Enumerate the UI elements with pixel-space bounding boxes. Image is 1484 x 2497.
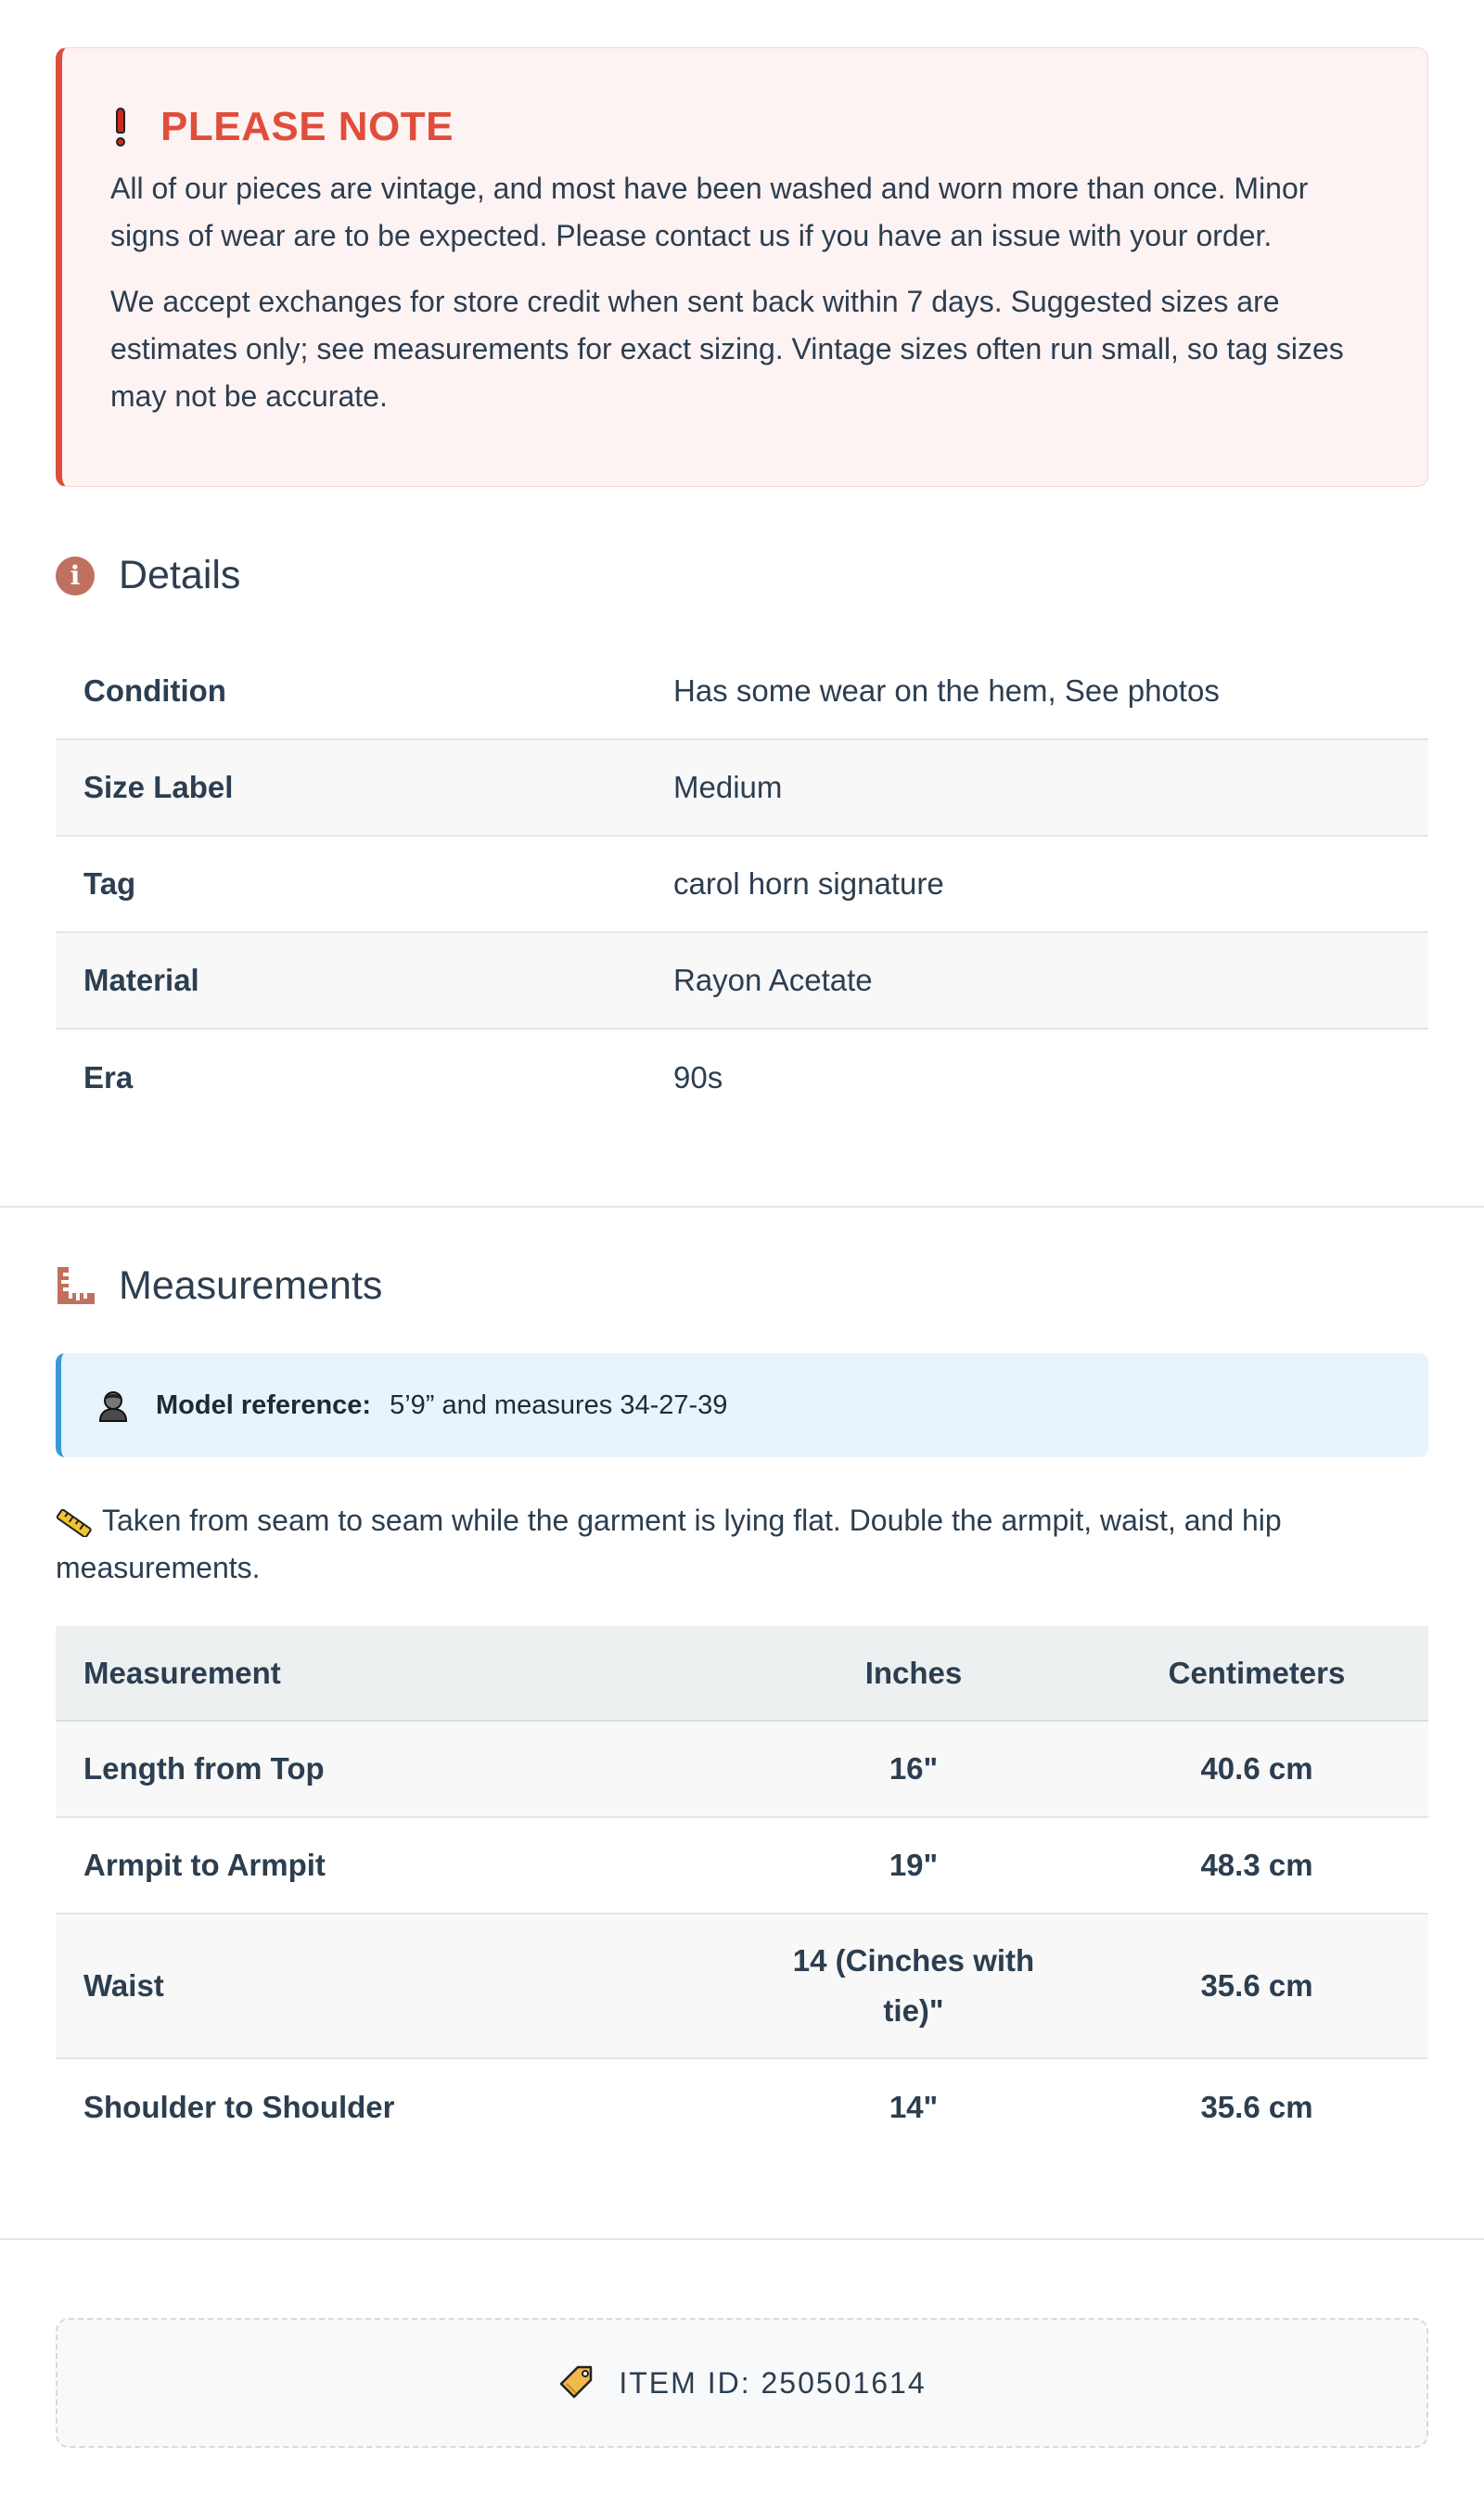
person-icon	[96, 1389, 130, 1422]
column-header-inches: Inches	[864, 1655, 963, 1690]
measurement-inches: 16"	[889, 1751, 939, 1786]
model-reference-value: 5’9” and measures 34-27-39	[390, 1389, 728, 1420]
notice-paragraph-exchanges: We accept exchanges for store credit when sent back within 7 days. Suggested sizes are estimates only; see measurements for exact sizing. Vintage sizes often run small, so tag sizes may not be accurate.	[110, 285, 1344, 413]
measurement-row	[56, 1914, 1428, 2059]
notice-paragraph-wear: All of our pieces are vintage, and most have been washed and worn more than once. Minor signs of wear are to be expected. Please contact us if you have an issue with your order.	[110, 172, 1309, 252]
section-divider	[0, 1206, 1484, 1208]
details-value: Has some wear on the hem, See photos	[673, 673, 1220, 708]
details-row	[56, 644, 1428, 740]
measurement-instructions	[56, 1497, 1428, 1592]
measurements-table	[56, 1626, 1428, 2156]
measurements-section-header	[56, 1263, 382, 1309]
details-value: carol horn signature	[673, 866, 944, 901]
column-header-centimeters: Centimeters	[1168, 1655, 1346, 1690]
item-id-box	[56, 2318, 1428, 2448]
details-heading: Details	[119, 553, 241, 597]
ruler-combined-icon	[56, 1267, 95, 1306]
measurement-cm: 48.3 cm	[1200, 1848, 1313, 1882]
model-reference-box	[56, 1353, 1428, 1457]
item-id-text: ITEM ID: 250501614	[619, 2365, 927, 2400]
details-label: Tag	[83, 866, 136, 901]
measurements-heading: Measurements	[119, 1263, 383, 1308]
ruler-icon	[56, 1509, 93, 1537]
model-reference-label: Model reference:	[156, 1389, 372, 1420]
measurement-name: Shoulder to Shoulder	[83, 2090, 395, 2124]
measurement-row	[56, 1722, 1428, 1818]
measurement-row	[56, 1818, 1428, 1914]
details-section-header	[56, 553, 240, 598]
notice-header	[110, 104, 1379, 150]
details-row	[56, 933, 1428, 1030]
details-label: Condition	[83, 673, 226, 708]
details-label: Size Label	[83, 770, 234, 804]
details-label: Era	[83, 1060, 134, 1095]
measurement-row	[56, 2059, 1428, 2156]
measurement-name: Armpit to Armpit	[83, 1848, 326, 1882]
details-row	[56, 1030, 1428, 1126]
details-value: Rayon Acetate	[673, 963, 873, 997]
details-value: 90s	[673, 1060, 723, 1095]
measurement-inches: 14 (Cinches with tie)"	[792, 1943, 1035, 2028]
measurement-name: Waist	[83, 1968, 164, 2003]
details-label: Material	[83, 963, 199, 997]
instructions-text: Taken from seam to seam while the garment is lying flat. Double the armpit, waist, and hip measurements.	[56, 1504, 1282, 1584]
measurement-inches: 19"	[889, 1848, 939, 1882]
please-note-notice	[56, 47, 1428, 487]
details-value: Medium	[673, 770, 783, 804]
measurement-name: Length from Top	[83, 1751, 325, 1786]
column-header-measurement: Measurement	[83, 1655, 281, 1690]
table-header-row	[56, 1626, 1428, 1722]
info-circle-icon: i	[56, 557, 95, 595]
notice-title: PLEASE NOTE	[160, 104, 454, 149]
details-table	[56, 644, 1428, 1126]
exclamation-icon	[110, 108, 131, 147]
section-divider	[0, 2238, 1484, 2240]
measurement-cm: 40.6 cm	[1200, 1751, 1313, 1786]
price-tag-icon	[557, 2363, 596, 2402]
measurement-cm: 35.6 cm	[1200, 2090, 1313, 2124]
details-row	[56, 837, 1428, 933]
measurement-cm: 35.6 cm	[1200, 1968, 1313, 2003]
details-row	[56, 740, 1428, 837]
measurement-inches: 14"	[889, 2090, 939, 2124]
